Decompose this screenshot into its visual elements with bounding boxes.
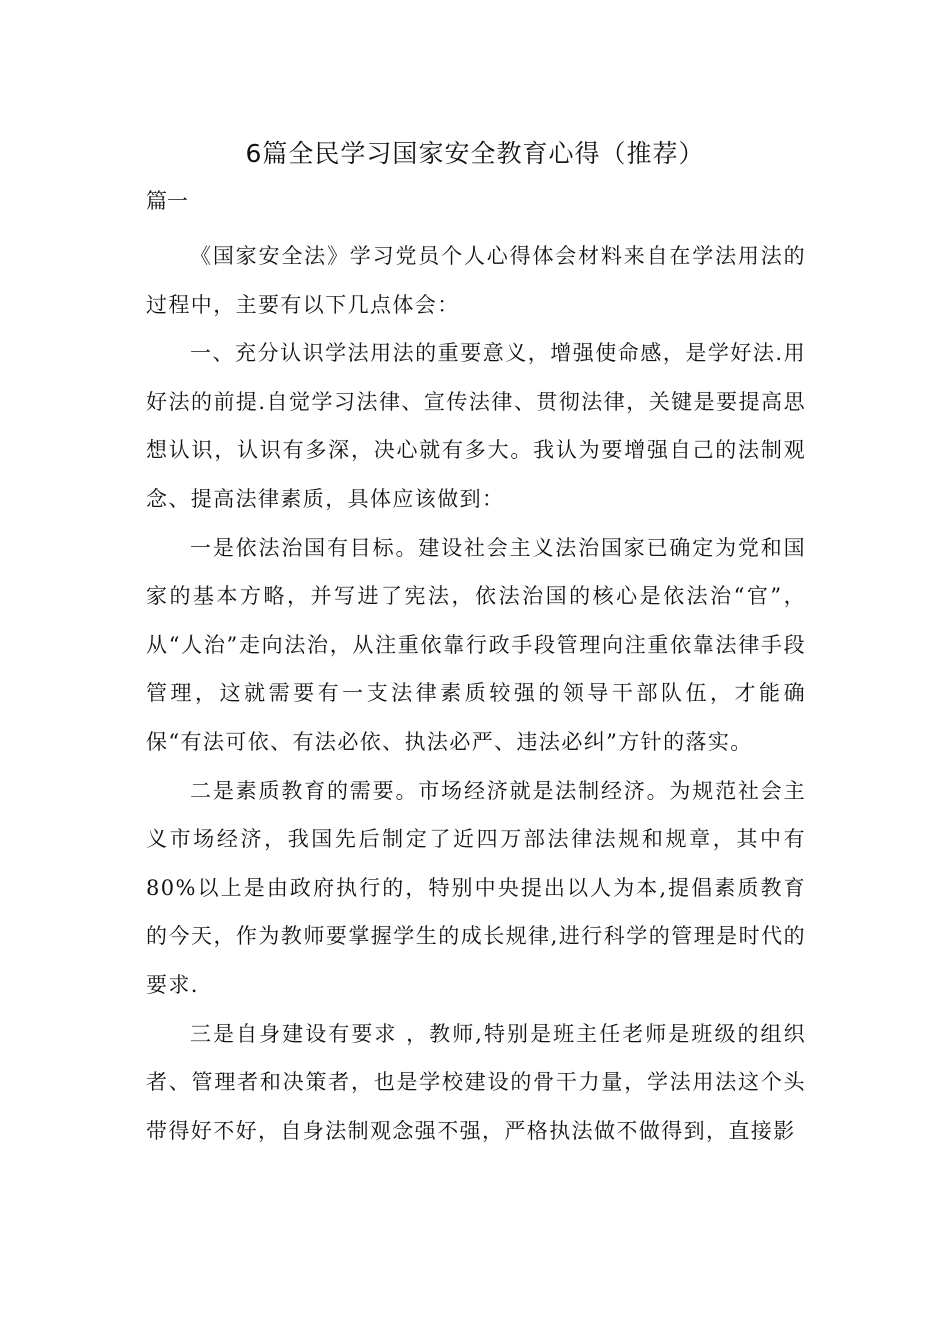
paragraph-self-construction: 三是自身建设有要求 ，教师,特别是班主任老师是班级的组织者、管理者和决策者，也是学校建设的骨干力量，学法用法这个头带得好不好，自身法制观念强不强，严格执法做不做得到，直接影 [146,1021,806,1143]
paragraph-quality-education: 二是素质教育的需要。市场经济就是法制经济。为规范社会主义市场经济，我国先后制定了近四万部法律法规和规章，其中有80%以上是由政府执行的，特别中央提出以人为本,提倡素质教育的今天，作为教师要掌握学生的成长规律,进行科学的管理是时代的要求. [146,778,806,997]
paragraph-intro: 《国家安全法》学习党员个人心得体会材料来自在学法用法的过程中，主要有以下几点体会： [146,244,806,317]
paragraph-rule-of-law: 一是依法治国有目标。建设社会主义法治国家已确定为党和国家的基本方略，并写进了宪法，依法治国的核心是依法治“官”，从“人治”走向法治，从注重依靠行政手段管理向注重依靠法律手段管理，这就需要有一支法律素质较强的领导干部队伍，才能确保“有法可依、有法必依、执法必严、违法必纠”方针的落实。 [146,535,806,754]
paragraph-point-one: 一、充分认识学法用法的重要意义，增强使命感，是学好法.用好法的前提.自觉学习法律、宣传法律、贯彻法律，关键是要提高思想认识，认识有多深，决心就有多大。我认为要增强自己的法制观念、提高法律素质，具体应该做到： [146,341,806,511]
document-title: 6篇全民学习国家安全教育心得（推荐） [245,139,705,168]
document-body [146,232,806,1155]
section-heading: 篇一 [146,189,188,213]
